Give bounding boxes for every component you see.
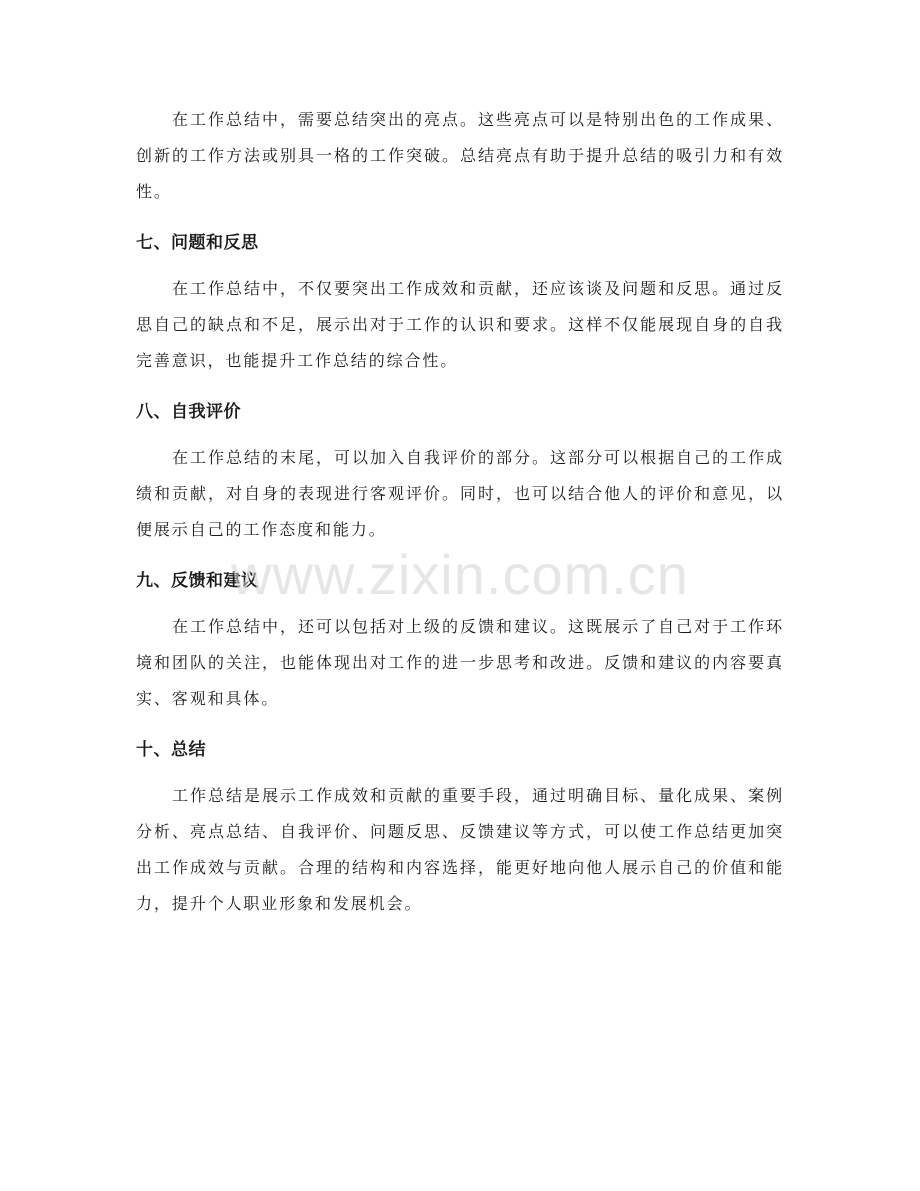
watermark-text: www.zixin.com.cn xyxy=(231,543,689,606)
section-body-8: 在工作总结的末尾，可以加入自我评价的部分。这部分可以根据自己的工作成绩和贡献，对自身的表现进行客观评价。同时，也可以结合他人的评价和意见，以便展示自己的工作态度和能力。 xyxy=(136,448,784,539)
intro-paragraph: 在工作总结中，需要总结突出的亮点。这些亮点可以是特别出色的工作成果、创新的工作方法或别具一格的工作突破。总结亮点有助于提升总结的吸引力和有效性。 xyxy=(136,110,784,201)
spacer xyxy=(136,548,784,563)
spacer xyxy=(136,261,784,271)
section-heading-8: 八、自我评价 xyxy=(136,402,241,422)
spacer xyxy=(136,717,784,732)
spacer xyxy=(136,430,784,440)
section-body-7: 在工作总结中，不仅要突出工作成效和贡献，还应该谈及问题和反思。通过反思自己的缺点和不足，展示出对于工作的认识和要求。这样不仅能展现自身的自我完善意识，也能提升工作总结的综合性。 xyxy=(136,279,784,370)
section-body-9: 在工作总结中，还可以包括对上级的反馈和建议。这既展示了自己对于工作环境和团队的关注，也能体现出对工作的进一步思考和改进。反馈和建议的内容要真实、客观和具体。 xyxy=(136,617,784,708)
section-heading-7: 七、问题和反思 xyxy=(136,233,259,253)
spacer xyxy=(136,599,784,609)
section-body-10: 工作总结是展示工作成效和贡献的重要手段，通过明确目标、量化成果、案例分析、亮点总结、自我评价、问题反思、反馈建议等方式，可以使工作总结更加突出工作成效与贡献。合理的结构和内容选择，能更好地向他人展示自己的价值和能力，提升个人职业形象和发展机会。 xyxy=(136,786,784,913)
spacer xyxy=(136,379,784,394)
spacer xyxy=(136,768,784,778)
document-body xyxy=(136,102,784,922)
spacer xyxy=(136,210,784,225)
section-heading-9: 九、反馈和建议 xyxy=(136,571,259,591)
section-heading-10: 十、总结 xyxy=(136,740,206,760)
